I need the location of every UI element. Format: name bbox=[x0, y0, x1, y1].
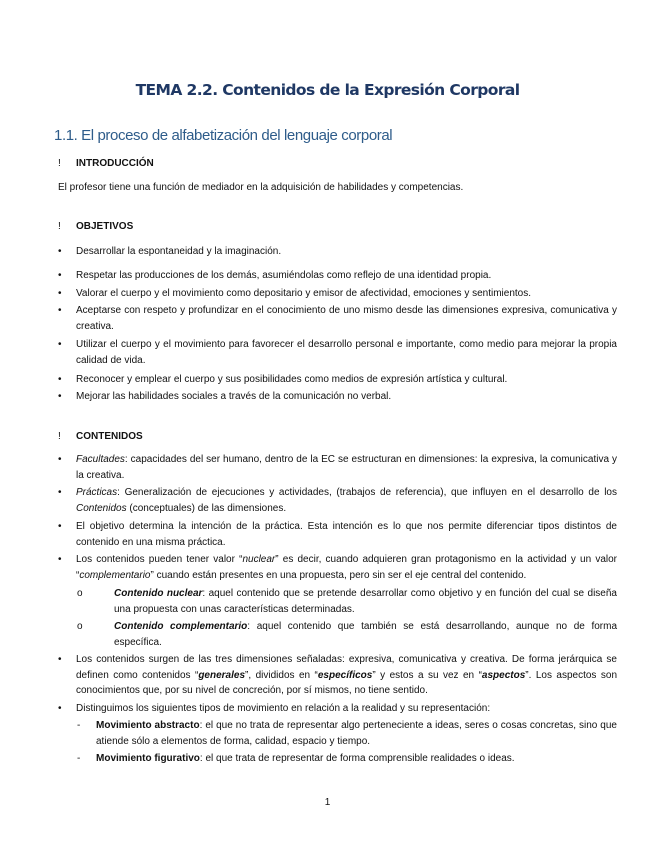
bullet-icon: • bbox=[58, 246, 62, 257]
sub-bullet-icon: o bbox=[77, 621, 83, 632]
bullet-icon: • bbox=[58, 521, 62, 532]
section-heading: 1.1. El proceso de alfabetización del lenguaje corporal bbox=[54, 127, 393, 144]
bullet-icon: • bbox=[58, 454, 62, 465]
intro-heading bbox=[58, 158, 154, 169]
bullet-icon: • bbox=[58, 654, 62, 665]
objective-item: • Aceptarse con respeto y profundizar en el conocimiento de uno mismo desde las dimensiones expresiva, comunicativa y creativa. bbox=[58, 305, 617, 332]
contents-subitem-nuclear: o Contenido nuclear: aquel contenido que se pretende desarrollar como objetivo y en función del cual se diseña una propuesta con unas características determinadas. bbox=[77, 588, 617, 615]
bullet-icon: • bbox=[58, 339, 62, 350]
objective-item: • Reconocer y emplear el cuerpo y sus posibilidades como medios de expresión artística y cultural. bbox=[76, 372, 617, 388]
objective-item: • Respetar las producciones de los demás, asumiéndolas como reflejo de una identidad propia. bbox=[76, 268, 617, 284]
contents-heading-text: CONTENIDOS bbox=[76, 431, 143, 442]
contents-item-facultades: • Facultades: capacidades del ser humano, dentro de la EC se estructuran en dimensiones: la expresiva, la comunicativa y la creativa. bbox=[58, 454, 617, 481]
sub-bullet-icon: o bbox=[77, 588, 83, 599]
page-title: TEMA 2.2. Contenidos de la Expresión Corporal bbox=[135, 81, 520, 99]
contents-item-objetivo: • El objetivo determina la intención de la práctica. Esta intención es lo que nos permite diferenciar tipos distintos de contenido en una misma práctica. bbox=[58, 521, 617, 548]
contents-item-surgen: • Los contenidos surgen de las tres dimensiones señaladas: expresiva, comunicativa y creativa. De forma jerárquica se definen como contenidos “generales”, divididos en “específicos” y estos a su vez en “aspectos”. Los aspectos son conocimientos que, por su nivel de concreción, por sí mismos, no tiene sentido. bbox=[58, 654, 618, 696]
bullet-icon: • bbox=[58, 554, 62, 565]
objective-item: • Desarrollar la espontaneidad y la imaginación. bbox=[76, 244, 617, 260]
bullet-icon: • bbox=[58, 487, 62, 498]
objective-item: • Valorar el cuerpo y el movimiento como depositario y emisor de afectividad, emociones y sentimientos. bbox=[76, 286, 617, 302]
contents-heading bbox=[58, 431, 143, 442]
contents-subitem-figurativo: - Movimiento figurativo: el que trata de representar de forma comprensible realidades o ideas. bbox=[96, 751, 617, 767]
contents-item-practicas: • Prácticas: Generalización de ejecuciones y actividades, (trabajos de referencia), que influyen en el desarrollo de los Contenidos (conceptuales) de las dimensiones. bbox=[58, 487, 617, 514]
exclamation-icon: ! bbox=[58, 431, 61, 442]
bullet-icon: • bbox=[58, 374, 62, 385]
objective-item: • Utilizar el cuerpo y el movimiento para favorecer el desarrollo personal e importante, como medio para mejorar la propia calidad de vida. bbox=[58, 339, 617, 366]
dash-icon: - bbox=[77, 720, 81, 731]
objectives-heading-text: OBJETIVOS bbox=[76, 221, 134, 232]
bullet-icon: • bbox=[58, 703, 62, 714]
intro-paragraph: El profesor tiene una función de mediador en la adquisición de habilidades y competencias. bbox=[58, 182, 464, 193]
bullet-icon: • bbox=[58, 270, 62, 281]
contents-item-distinguimos: • Distinguimos los siguientes tipos de movimiento en relación a la realidad y su representación: bbox=[76, 701, 617, 717]
exclamation-icon: ! bbox=[58, 158, 61, 169]
contents-item-valor: • Los contenidos pueden tener valor “nuclear” es decir, cuando adquieren gran protagonismo en la actividad y un valor “complementario” cuando están presentes en una propuesta, pero sin ser el eje central del contenido. bbox=[58, 554, 617, 581]
objective-item: • Mejorar las habilidades sociales a través de la comunicación no verbal. bbox=[76, 389, 617, 405]
bullet-icon: • bbox=[58, 391, 62, 402]
bullet-icon: • bbox=[58, 305, 62, 316]
page-number: 1 bbox=[324, 797, 331, 808]
exclamation-icon: ! bbox=[58, 221, 61, 232]
contents-subitem-complementario: o Contenido complementario: aquel contenido que también se está desarrollando, aunque no de forma específica. bbox=[77, 621, 618, 648]
intro-heading-text: INTRODUCCIÓN bbox=[76, 158, 154, 169]
objectives-heading bbox=[58, 221, 133, 232]
bullet-icon: • bbox=[58, 288, 62, 299]
contents-subitem-abstracto: - Movimiento abstracto: el que no trata de representar algo perteneciente a ideas, seres o cosas concretas, sino que atiende sólo a elementos de forma, calidad, espacio y tiempo. bbox=[77, 720, 617, 747]
dash-icon: - bbox=[77, 753, 81, 764]
